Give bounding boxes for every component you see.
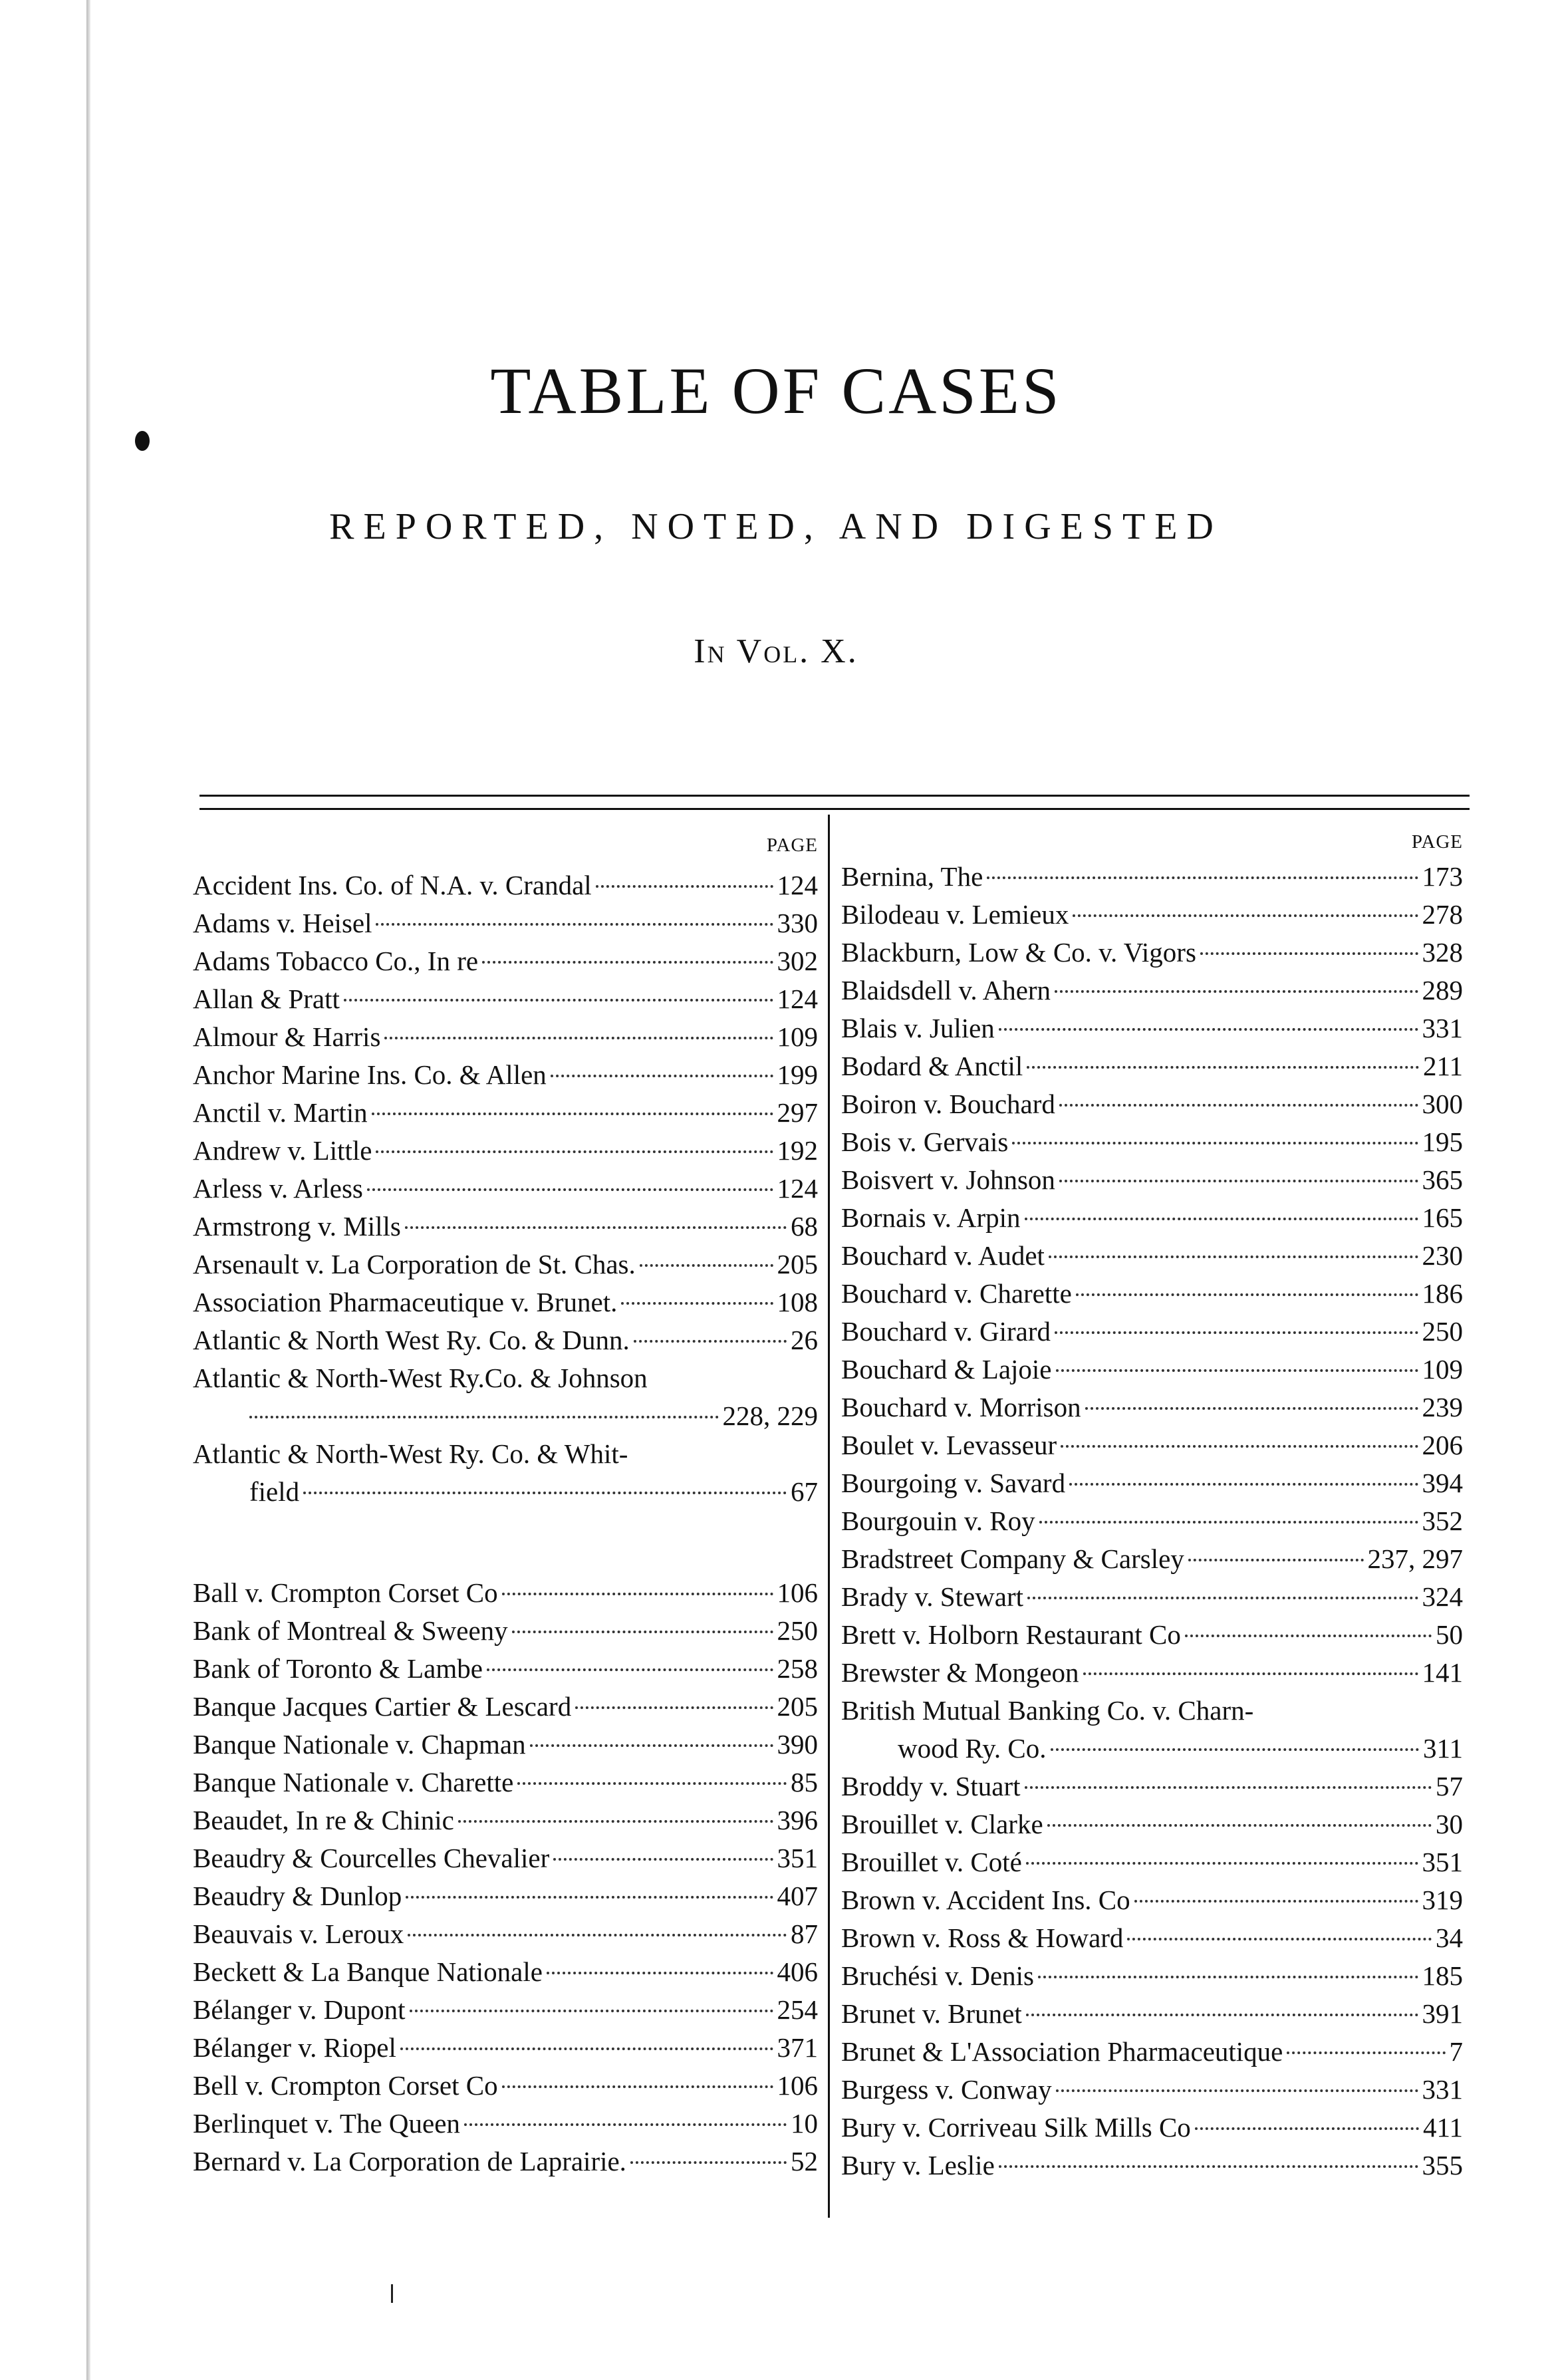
dot-leader <box>1039 1521 1418 1523</box>
case-page-number: 124 <box>777 984 818 1014</box>
header-rule-bottom <box>199 808 1470 810</box>
case-entry <box>841 1009 1463 1047</box>
case-name: Association Pharmaceutique v. Brunet. <box>193 1287 618 1317</box>
dot-leader <box>1059 1104 1418 1107</box>
case-page-number: 250 <box>777 1615 818 1646</box>
case-name: British Mutual Banking Co. v. Charn- <box>841 1695 1254 1726</box>
case-entry <box>193 1473 818 1511</box>
dot-leader <box>1055 990 1418 993</box>
case-name: Bank of Toronto & Lambe <box>193 1653 483 1684</box>
dot-leader <box>372 1113 773 1115</box>
case-name: Brewster & Mongeon <box>841 1657 1079 1688</box>
case-page-number: 186 <box>1422 1278 1463 1309</box>
case-entry <box>193 1953 818 1991</box>
case-page-number: 289 <box>1422 975 1463 1005</box>
case-name: Bourgouin v. Roy <box>841 1506 1035 1536</box>
case-name: Ball v. Crompton Corset Co <box>193 1577 498 1608</box>
case-entry <box>841 1654 1463 1692</box>
case-entry <box>193 1801 818 1839</box>
dot-leader <box>987 876 1418 879</box>
case-name: Bouchard v. Charette <box>841 1278 1072 1309</box>
case-page-number: 85 <box>791 1767 818 1797</box>
dot-leader <box>249 1416 719 1418</box>
case-name: Bank of Montreal & Sweeny <box>193 1615 508 1646</box>
case-name: wood Ry. Co. <box>898 1733 1047 1764</box>
case-page-number: 10 <box>791 2108 818 2139</box>
dot-leader <box>1061 1445 1418 1448</box>
dot-leader <box>1047 1824 1432 1827</box>
case-entry <box>841 1085 1463 1123</box>
case-name: Bourgoing v. Savard <box>841 1468 1066 1498</box>
case-name: Bouchard v. Morrison <box>841 1392 1081 1422</box>
case-entry <box>193 1574 818 1612</box>
case-entry <box>841 896 1463 934</box>
case-name: Brown v. Accident Ins. Co <box>841 1885 1130 1915</box>
case-entry <box>193 1397 818 1435</box>
case-name: Blackburn, Low & Co. v. Vigors <box>841 937 1196 968</box>
case-entry <box>193 1170 818 1208</box>
dot-leader <box>502 2085 773 2088</box>
header-rule-top <box>199 795 1470 797</box>
case-entry <box>193 1246 818 1283</box>
dot-leader <box>512 1631 773 1633</box>
case-name: Beaudry & Dunlop <box>193 1881 402 1911</box>
dot-leader <box>1012 1142 1418 1144</box>
case-entry <box>841 1237 1463 1275</box>
case-page-number: 106 <box>777 2070 818 2101</box>
case-entry <box>841 1464 1463 1502</box>
case-name: Brouillet v. Clarke <box>841 1809 1043 1839</box>
case-page-number: 355 <box>1422 2150 1463 2181</box>
dot-leader <box>1038 1976 1418 1978</box>
left-page-heading: PAGE <box>766 835 818 856</box>
case-name: Brown v. Ross & Howard <box>841 1922 1124 1953</box>
case-page-number: 351 <box>777 1843 818 1873</box>
dot-leader <box>406 1896 773 1899</box>
case-entry <box>841 1540 1463 1578</box>
case-entry <box>193 1839 818 1877</box>
case-entry <box>193 1132 818 1170</box>
case-entry <box>841 1881 1463 1919</box>
case-entry <box>193 1321 818 1359</box>
case-page-number: 206 <box>1422 1430 1463 1460</box>
case-name: Bilodeau v. Lemieux <box>841 899 1069 930</box>
case-page-number: 205 <box>777 1691 818 1722</box>
case-name: Arsenault v. La Corporation de St. Chas. <box>193 1249 636 1279</box>
case-entry <box>841 1995 1463 2033</box>
case-page-number: 330 <box>777 908 818 938</box>
case-name: Brouillet v. Coté <box>841 1847 1022 1877</box>
case-entry <box>193 866 818 904</box>
dot-leader <box>303 1492 787 1494</box>
case-page-number: 324 <box>1422 1581 1463 1612</box>
case-entry <box>193 1359 818 1397</box>
case-entry <box>841 1616 1463 1654</box>
dot-leader <box>458 1820 773 1823</box>
case-name: Brett v. Holborn Restaurant Co <box>841 1619 1181 1650</box>
case-page-number: 211 <box>1423 1051 1463 1081</box>
case-page-number: 331 <box>1422 2074 1463 2105</box>
case-name: Bradstreet Company & Carsley <box>841 1543 1184 1574</box>
dot-leader <box>634 1340 787 1343</box>
case-name: Beaudet, In re & Chinic <box>193 1805 454 1835</box>
dot-leader <box>1200 952 1418 955</box>
case-name: Andrew v. Little <box>193 1135 372 1166</box>
case-page-number: 87 <box>791 1918 818 1949</box>
case-entry <box>193 1056 818 1094</box>
case-page-number: 407 <box>777 1881 818 1911</box>
case-name: Anctil v. Martin <box>193 1097 368 1128</box>
case-page-number: 7 <box>1449 2036 1463 2067</box>
dot-leader <box>1056 1369 1418 1372</box>
case-page-number: 328 <box>1422 937 1463 968</box>
case-name: Bélanger v. Dupont <box>193 1994 406 2025</box>
case-name: Bornais v. Arpin <box>841 1202 1021 1233</box>
dot-leader <box>1195 2127 1419 2130</box>
dot-leader <box>1287 2051 1445 2054</box>
case-name: Beckett & La Banque Nationale <box>193 1956 543 1987</box>
dot-leader <box>630 2161 787 2164</box>
page-title: TABLE OF CASES <box>490 354 1062 428</box>
case-page-number: 319 <box>1422 1885 1463 1915</box>
case-name: Bury v. Leslie <box>841 2150 995 2181</box>
dot-leader <box>530 1744 773 1747</box>
case-entry <box>193 1018 818 1056</box>
dot-leader <box>999 1028 1418 1031</box>
case-page-number: 124 <box>777 1173 818 1204</box>
case-entry <box>841 1426 1463 1464</box>
case-entry <box>841 1578 1463 1616</box>
case-entry <box>841 1388 1463 1426</box>
case-name: Blaidsdell v. Ahern <box>841 975 1051 1005</box>
case-entry <box>193 904 818 942</box>
case-page-number: 30 <box>1436 1809 1463 1839</box>
case-page-number: 239 <box>1422 1392 1463 1422</box>
case-page-number: 109 <box>777 1021 818 1052</box>
case-page-number: 141 <box>1422 1657 1463 1688</box>
dot-leader <box>1025 1786 1432 1789</box>
case-page-number: 165 <box>1422 1202 1463 1233</box>
case-page-number: 192 <box>777 1135 818 1166</box>
dot-leader <box>1025 1218 1418 1220</box>
case-page-number: 185 <box>1422 1960 1463 1991</box>
case-page-number: 68 <box>791 1211 818 1242</box>
case-page-number: 302 <box>777 946 818 976</box>
case-page-number: 67 <box>791 1476 818 1507</box>
case-entry <box>841 1047 1463 1085</box>
case-name: Atlantic & North-West Ry. Co. & Whit- <box>193 1438 628 1469</box>
dot-leader <box>1059 1180 1418 1182</box>
case-name: Accident Ins. Co. of N.A. v. Crandal <box>193 870 592 900</box>
case-name: Burgess v. Conway <box>841 2074 1052 2105</box>
case-name: Beauvais v. Leroux <box>193 1918 404 1949</box>
case-entry <box>841 1275 1463 1313</box>
case-name: Bury v. Corriveau Silk Mills Co <box>841 2112 1191 2143</box>
dot-leader <box>1185 1635 1432 1637</box>
dot-leader <box>487 1668 773 1671</box>
case-page-number: 250 <box>1422 1316 1463 1347</box>
dot-leader <box>1127 1938 1432 1940</box>
case-page-number: 365 <box>1422 1164 1463 1195</box>
dot-leader <box>551 1075 773 1077</box>
case-entry <box>841 2071 1463 2109</box>
case-entry <box>193 980 818 1018</box>
case-name: Bouchard & Lajoie <box>841 1354 1052 1385</box>
case-page-number: 394 <box>1422 1468 1463 1498</box>
case-entry <box>841 1123 1463 1161</box>
case-entry <box>841 858 1463 896</box>
dot-leader <box>405 1226 787 1229</box>
case-entry <box>193 1094 818 1132</box>
case-name: Banque Jacques Cartier & Lescard <box>193 1691 572 1722</box>
case-entry <box>193 1877 818 1915</box>
case-name: Bouchard v. Audet <box>841 1240 1045 1271</box>
case-name: Bernard v. La Corporation de Laprairie. <box>193 2146 626 2177</box>
right-page-heading: PAGE <box>1411 831 1463 853</box>
dot-leader <box>1083 1672 1418 1675</box>
dot-leader <box>410 2010 773 2012</box>
case-entry <box>193 2067 818 2105</box>
case-page-number: 230 <box>1422 1240 1463 1271</box>
dot-leader <box>502 1593 773 1595</box>
case-name: Beaudry & Courcelles Chevalier <box>193 1843 550 1873</box>
case-page-number: 390 <box>777 1729 818 1760</box>
dot-leader <box>1134 1900 1418 1903</box>
case-entry <box>193 2143 818 2181</box>
case-name: Adams v. Heisel <box>193 908 372 938</box>
dot-leader <box>1055 1331 1418 1334</box>
case-page-number: 124 <box>777 870 818 900</box>
dot-leader <box>640 1264 773 1267</box>
case-page-number: 258 <box>777 1653 818 1684</box>
dot-leader <box>621 1302 773 1305</box>
margin-bullet-mark <box>135 431 150 451</box>
case-name: Bouchard v. Girard <box>841 1316 1051 1347</box>
case-entry <box>841 1843 1463 1881</box>
case-name: Almour & Harris <box>193 1021 381 1052</box>
case-name: Brunet v. Brunet <box>841 1998 1022 2029</box>
case-name: Armstrong v. Mills <box>193 1211 401 1242</box>
case-page-number: 331 <box>1422 1013 1463 1043</box>
case-name: Broddy v. Stuart <box>841 1771 1021 1801</box>
case-page-number: 352 <box>1422 1506 1463 1536</box>
dot-leader <box>367 1188 773 1191</box>
margin-tick-mark <box>391 2284 393 2303</box>
dot-leader <box>482 961 773 964</box>
case-page-number: 195 <box>1422 1126 1463 1157</box>
case-page-number: 108 <box>777 1287 818 1317</box>
dot-leader <box>547 1972 773 1974</box>
dot-leader <box>1085 1407 1418 1410</box>
case-name: Brunet & L'Association Pharmaceutique <box>841 2036 1283 2067</box>
case-name: field <box>249 1476 300 1507</box>
case-name: Adams Tobacco Co., In re <box>193 946 479 976</box>
dot-leader <box>384 1037 773 1039</box>
dot-leader <box>1026 2014 1418 2016</box>
case-page-number: 109 <box>1422 1354 1463 1385</box>
case-page-number: 228, 229 <box>722 1400 818 1431</box>
case-entry <box>193 1650 818 1688</box>
case-name: Arless v. Arless <box>193 1173 363 1204</box>
case-entry <box>841 1351 1463 1388</box>
case-entry <box>193 1915 818 1953</box>
case-name: Bruchési v. Denis <box>841 1960 1034 1991</box>
case-page-number: 297 <box>777 1097 818 1128</box>
dot-leader <box>1073 914 1418 917</box>
case-page-number: 173 <box>1422 861 1463 892</box>
case-entry <box>841 1161 1463 1199</box>
case-entry <box>841 934 1463 972</box>
case-entry <box>841 1199 1463 1237</box>
dot-leader <box>400 2048 773 2050</box>
case-entry <box>841 1692 1463 1730</box>
case-entry <box>841 1919 1463 1957</box>
case-page-number: 278 <box>1422 899 1463 930</box>
case-entry <box>193 2105 818 2143</box>
case-entry <box>841 972 1463 1009</box>
case-name: Atlantic & North-West Ry.Co. & Johnson <box>193 1363 648 1393</box>
dot-leader <box>344 999 773 1001</box>
case-entry <box>841 2109 1463 2147</box>
case-page-number: 391 <box>1422 1998 1463 2029</box>
case-page-number: 50 <box>1436 1619 1463 1650</box>
dot-leader <box>999 2165 1418 2168</box>
case-page-number: 237, 297 <box>1367 1543 1463 1574</box>
case-page-number: 371 <box>777 2032 818 2063</box>
dot-leader <box>596 885 773 888</box>
dot-leader <box>1026 1862 1418 1865</box>
case-entry <box>193 1283 818 1321</box>
case-entry <box>841 1768 1463 1805</box>
case-name: Bélanger v. Riopel <box>193 2032 396 2063</box>
case-entry <box>841 2147 1463 2184</box>
case-page-number: 106 <box>777 1577 818 1608</box>
dot-leader <box>376 1150 773 1153</box>
case-entry <box>193 1991 818 2029</box>
case-page-number: 300 <box>1422 1089 1463 1119</box>
case-entry <box>193 1688 818 1726</box>
column-divider <box>828 815 830 2218</box>
dot-leader <box>1049 1256 1418 1258</box>
case-page-number: 406 <box>777 1956 818 1987</box>
right-entries-list <box>841 858 1463 2184</box>
case-entry <box>841 1502 1463 1540</box>
dot-leader <box>517 1782 787 1785</box>
case-entry <box>841 1957 1463 1995</box>
case-page-number: 26 <box>791 1325 818 1355</box>
left-entries-list <box>193 866 818 2181</box>
case-page-number: 311 <box>1423 1733 1463 1764</box>
case-page-number: 411 <box>1423 2112 1463 2143</box>
dot-leader <box>464 2123 787 2126</box>
case-name: Boulet v. Levasseur <box>841 1430 1057 1460</box>
case-entry <box>841 1313 1463 1351</box>
dot-leader <box>1188 1559 1364 1561</box>
dot-leader <box>1027 1597 1418 1599</box>
case-name: Banque Nationale v. Charette <box>193 1767 514 1797</box>
dot-leader <box>1076 1293 1418 1296</box>
case-name: Bodard & Anctil <box>841 1051 1023 1081</box>
case-name: Brady v. Stewart <box>841 1581 1024 1612</box>
case-entry <box>841 2033 1463 2071</box>
volume-label: In Vol. X. <box>694 632 858 670</box>
dot-leader <box>575 1706 773 1709</box>
case-name: Allan & Pratt <box>193 984 340 1014</box>
case-name: Anchor Marine Ins. Co. & Allen <box>193 1059 547 1090</box>
case-page-number: 34 <box>1436 1922 1463 1953</box>
dot-leader <box>1056 2089 1418 2092</box>
case-entry <box>841 1730 1463 1768</box>
left-column <box>193 835 818 2181</box>
case-entry <box>193 1612 818 1650</box>
case-name: Atlantic & North West Ry. Co. & Dunn. <box>193 1325 630 1355</box>
right-column <box>841 831 1463 2184</box>
case-entry <box>193 942 818 980</box>
case-name: Bernina, The <box>841 861 983 892</box>
dot-leader <box>376 923 773 926</box>
case-page-number: 351 <box>1422 1847 1463 1877</box>
case-name: Boisvert v. Johnson <box>841 1164 1055 1195</box>
dot-leader <box>408 1934 787 1936</box>
dot-leader <box>1027 1066 1419 1069</box>
case-name: Berlinquet v. The Queen <box>193 2108 460 2139</box>
case-entry <box>193 1435 818 1473</box>
case-page-number: 254 <box>777 1994 818 2025</box>
dot-leader <box>1069 1483 1418 1486</box>
dot-leader <box>553 1858 773 1861</box>
case-entry <box>193 1726 818 1764</box>
dot-leader <box>1051 1748 1420 1751</box>
case-name: Blais v. Julien <box>841 1013 995 1043</box>
case-entry <box>193 2029 818 2067</box>
section-gap <box>193 1511 818 1574</box>
case-page-number: 52 <box>791 2146 818 2177</box>
case-name: Bois v. Gervais <box>841 1126 1009 1157</box>
case-name: Bell v. Crompton Corset Co <box>193 2070 498 2101</box>
case-entry <box>193 1764 818 1801</box>
case-page-number: 199 <box>777 1059 818 1090</box>
case-page-number: 57 <box>1436 1771 1463 1801</box>
case-page-number: 396 <box>777 1805 818 1835</box>
case-entry <box>193 1208 818 1246</box>
case-name: Boiron v. Bouchard <box>841 1089 1055 1119</box>
case-page-number: 205 <box>777 1249 818 1279</box>
case-entry <box>841 1805 1463 1843</box>
case-name: Banque Nationale v. Chapman <box>193 1729 526 1760</box>
page-subtitle: REPORTED, NOTED, AND DIGESTED <box>329 506 1223 547</box>
